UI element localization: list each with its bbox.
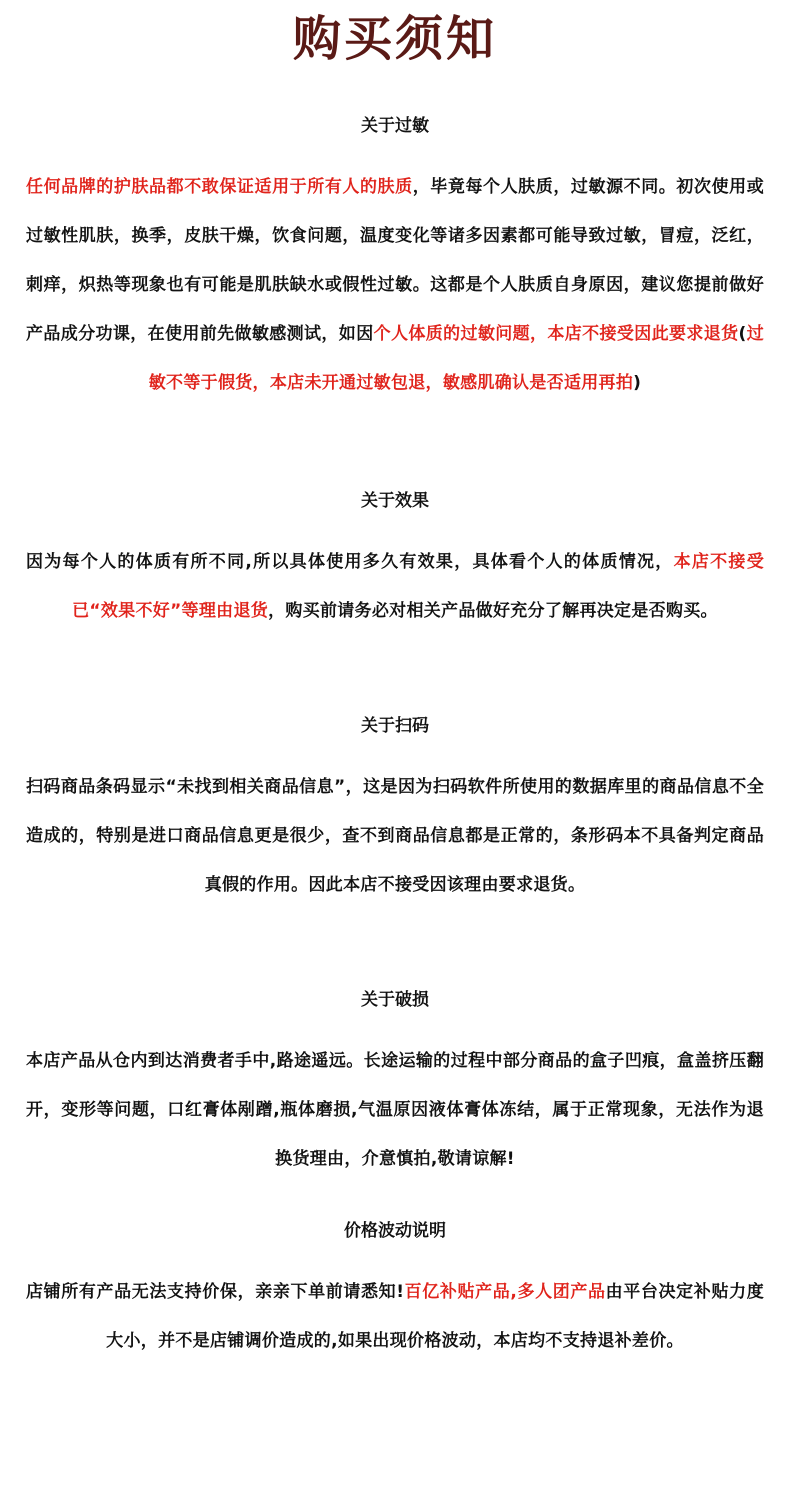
highlight-text: 个人体质的过敏问题，本店不接受因此要求退货 xyxy=(373,324,739,344)
section-barcode-scan xyxy=(26,714,764,910)
section-effect xyxy=(26,489,764,636)
section-body xyxy=(26,1268,764,1366)
highlight-text: 任何品牌的护肤品都不敢保证适用于所有人的肤质 xyxy=(26,177,413,197)
section-heading: 价格波动说明 xyxy=(344,1221,446,1241)
body-text: 店铺所有产品无法支持价保，亲亲下单前请悉知! xyxy=(26,1282,405,1302)
body-text: 本店产品从仓内到达消费者手中,路途遥远。长途运输的过程中部分商品的盒子凹痕，盒盖挤压翻开，变形等问题，口红膏体剐蹭,瓶体磨损,气温原因液体膏体冻结，属于正常现象，无法作为退换货理由，介意慎拍,敬请谅解! xyxy=(26,1051,764,1169)
body-text: 由平台决定补贴力度大小，并不是店铺调价造成的,如果出现价格波动，本店均不支持退补差价。 xyxy=(106,1282,764,1351)
section-price-fluctuation xyxy=(26,1219,764,1366)
section-damage xyxy=(26,988,764,1184)
highlight-text: 过敏不等于假货，本店未开通过敏包退，敏感肌确认是否适用再拍 xyxy=(148,324,764,393)
section-body xyxy=(26,163,764,408)
body-text: ) xyxy=(633,373,642,393)
section-heading: 关于过敏 xyxy=(361,116,429,136)
body-text: ，购买前请务必对相关产品做好充分了解再决定是否购买。 xyxy=(268,601,718,621)
body-text: 因为每个人的体质有所不同,所以具体使用多久有效果，具体看个人的体质情况， xyxy=(26,552,674,572)
page-title: 购买须知 xyxy=(292,11,497,67)
body-text: ，毕竟每个人肤质，过敏源不同。初次使用或过敏性肌肤，换季，皮肤干燥，饮食问题，温度变化等诸多因素都可能导致过敏，冒痘，泛红，刺痒，炽热等现象也有可能是肌肤缺水或假性过敏。这都是个人肤质自身原因，建议您提前做好产品成分功课，在使用前先做敏感测试，如因 xyxy=(26,177,764,344)
section-body xyxy=(26,1037,764,1184)
section-body xyxy=(26,538,764,636)
section-allergy xyxy=(26,114,764,408)
highlight-text: 百亿补贴产品,多人团产品 xyxy=(404,1282,606,1302)
section-heading: 关于扫码 xyxy=(361,716,429,736)
body-text: 扫码商品条码显示“未找到相关商品信息”，这是因为扫码软件所使用的数据库里的商品信息不全造成的，特别是进口商品信息更是很少，查不到商品信息都是正常的，条形码本不具备判定商品真假的作用。因此本店不接受因该理由要求退货。 xyxy=(26,777,764,895)
highlight-text: 本店不接受已“效果不好”等理由退货 xyxy=(72,552,765,621)
section-body xyxy=(26,763,764,910)
body-text: ( xyxy=(738,324,747,344)
section-heading: 关于破损 xyxy=(361,990,429,1010)
section-heading: 关于效果 xyxy=(361,491,429,511)
